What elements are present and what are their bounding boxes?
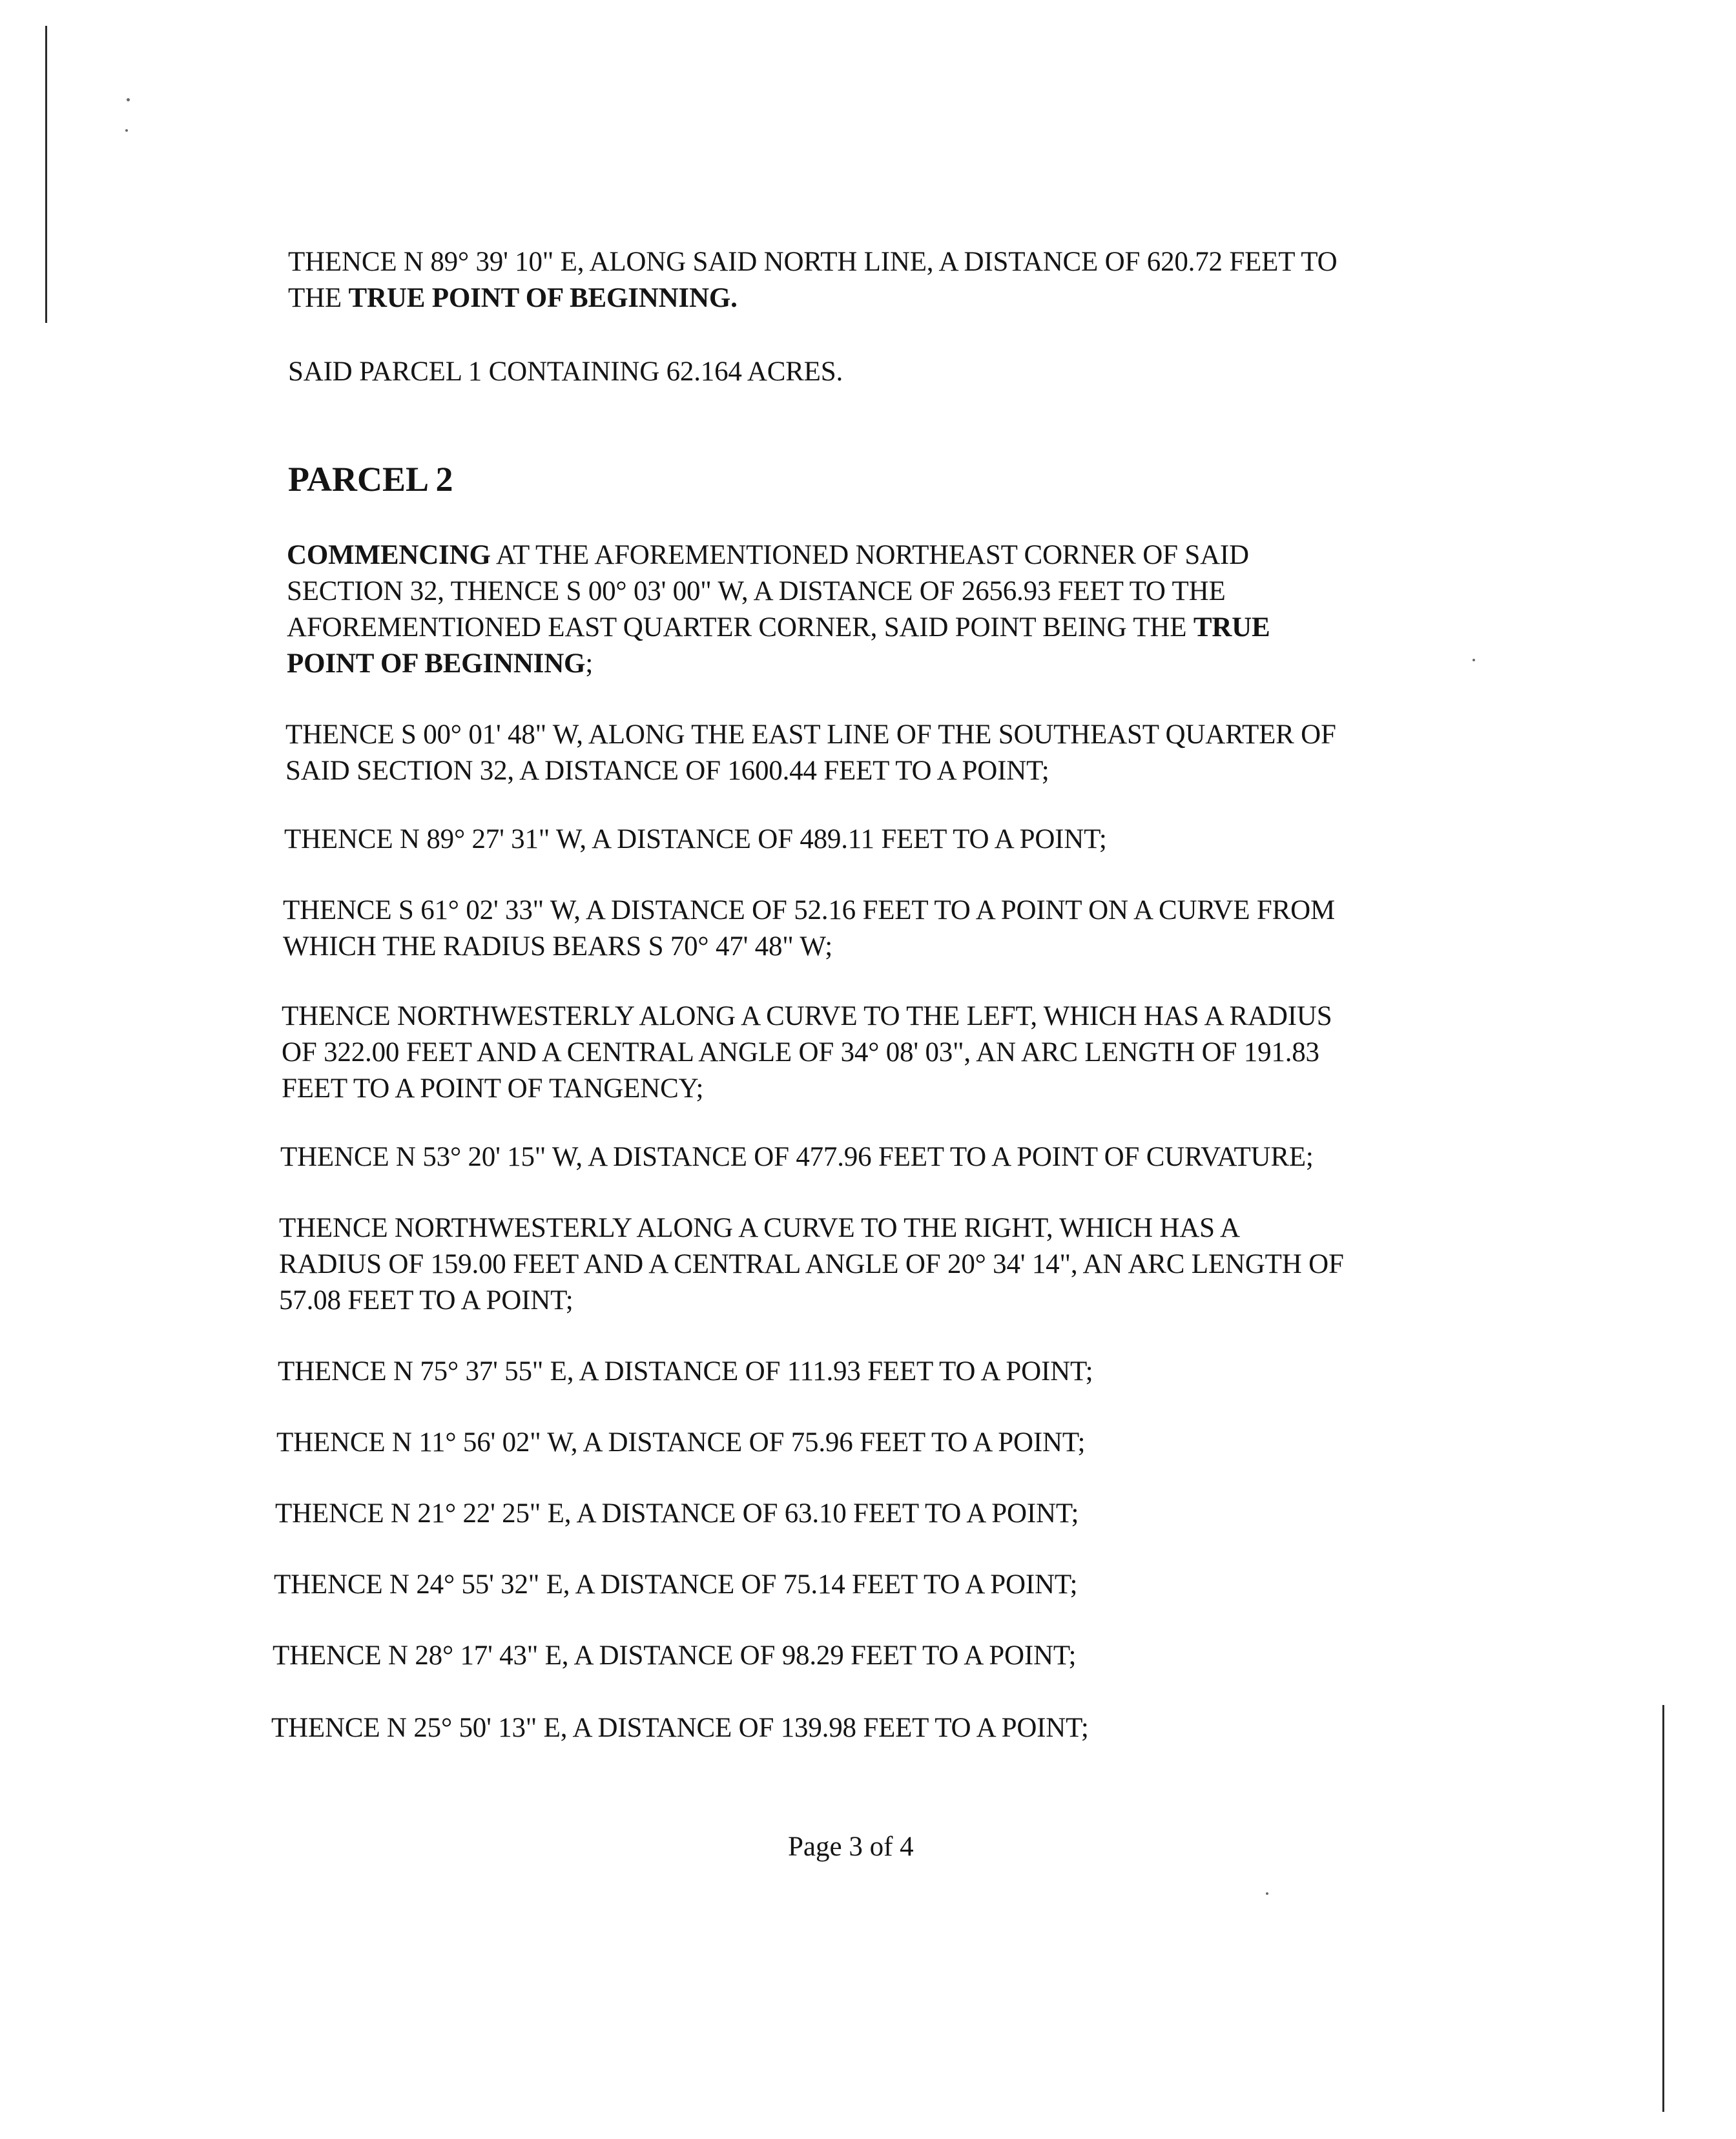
text-line: THENCE N 25° 50' 13" E, A DISTANCE OF 139.98 FEET TO A POINT; xyxy=(271,1713,1089,1743)
scan-speck xyxy=(125,129,128,132)
paragraph-course xyxy=(273,1638,1076,1674)
bold-text-run: POINT OF BEGINNING xyxy=(287,648,586,679)
paragraph-commencing xyxy=(287,537,1270,682)
paragraph-course-curve-point xyxy=(283,893,1335,965)
text-run: AFOREMENTIONED EAST QUARTER CORNER, SAID POINT BEING THE xyxy=(287,612,1194,643)
text-line xyxy=(288,280,1337,316)
paragraph-curve-right xyxy=(279,1210,1344,1319)
text-line: THENCE N 24° 55' 32" E, A DISTANCE OF 75.14 FEET TO A POINT; xyxy=(274,1569,1078,1600)
text-line: OF 322.00 FEET AND A CENTRAL ANGLE OF 34° 08' 03", AN ARC LENGTH OF 191.83 xyxy=(282,1037,1319,1068)
bold-text-run: COMMENCING xyxy=(287,540,491,570)
text-line xyxy=(287,537,1270,574)
text-line: THENCE NORTHWESTERLY ALONG A CURVE TO THE RIGHT, WHICH HAS A xyxy=(279,1213,1240,1243)
text-run: THE xyxy=(288,283,349,313)
bold-text-run: TRUE POINT OF BEGINNING. xyxy=(348,283,738,313)
text-line: THENCE S 00° 01' 48" W, ALONG THE EAST LINE OF THE SOUTHEAST QUARTER OF xyxy=(285,719,1336,750)
text-line: RADIUS OF 159.00 FEET AND A CENTRAL ANGLE OF 20° 34' 14", AN ARC LENGTH OF xyxy=(279,1249,1344,1279)
paragraph-course xyxy=(280,1139,1314,1175)
text-line: THENCE N 89° 39' 10" E, ALONG SAID NORTH LINE, A DISTANCE OF 620.72 FEET TO xyxy=(288,247,1338,277)
text-line: THENCE N 28° 17' 43" E, A DISTANCE OF 98.29 FEET TO A POINT; xyxy=(273,1640,1077,1671)
text-line: THENCE N 89° 27' 31" W, A DISTANCE OF 489.11 FEET TO A POINT; xyxy=(284,824,1107,854)
text-run: AT THE AFOREMENTIONED NORTHEAST CORNER OF SAID xyxy=(490,540,1249,570)
section-heading-parcel-2: PARCEL 2 xyxy=(288,460,453,499)
paragraph-course xyxy=(271,1710,1089,1746)
text-line: SAID PARCEL 1 CONTAINING 62.164 ACRES. xyxy=(288,356,843,387)
scan-speck xyxy=(1266,1892,1268,1895)
paragraph-east-line-course xyxy=(285,717,1336,789)
text-line: WHICH THE RADIUS BEARS S 70° 47' 48" W; xyxy=(283,931,832,962)
text-line: 57.08 FEET TO A POINT; xyxy=(279,1285,574,1316)
paragraph-parcel-1-acreage xyxy=(288,354,843,390)
text-line: THENCE NORTHWESTERLY ALONG A CURVE TO THE LEFT, WHICH HAS A RADIUS xyxy=(282,1001,1332,1031)
paragraph-course xyxy=(274,1567,1077,1603)
paragraph-course xyxy=(278,1354,1093,1390)
text-line xyxy=(287,610,1270,646)
scan-edge-line-left xyxy=(45,26,47,323)
text-line xyxy=(287,646,1270,682)
paragraph-course xyxy=(276,1425,1085,1461)
scan-speck xyxy=(1472,659,1475,661)
text-line: THENCE S 61° 02' 33" W, A DISTANCE OF 52.16 FEET TO A POINT ON A CURVE FROM xyxy=(283,895,1335,925)
text-line: SECTION 32, THENCE S 00° 03' 00" W, A DISTANCE OF 2656.93 FEET TO THE xyxy=(287,576,1226,606)
scan-speck xyxy=(127,98,130,101)
paragraph-course xyxy=(275,1496,1079,1532)
paragraph-curve-left xyxy=(282,998,1332,1107)
bold-text-run: TRUE xyxy=(1193,612,1270,643)
text-line: FEET TO A POINT OF TANGENCY; xyxy=(282,1073,704,1104)
page-number-footer: Page 3 of 4 xyxy=(788,1832,914,1862)
text-line: THENCE N 11° 56' 02" W, A DISTANCE OF 75.96 FEET TO A POINT; xyxy=(276,1427,1086,1458)
text-line: THENCE N 75° 37' 55" E, A DISTANCE OF 111.93 FEET TO A POINT; xyxy=(278,1356,1093,1387)
text-line: THENCE N 53° 20' 15" W, A DISTANCE OF 477.96 FEET TO A POINT OF CURVATURE; xyxy=(280,1142,1314,1172)
text-line: SAID SECTION 32, A DISTANCE OF 1600.44 FEET TO A POINT; xyxy=(285,756,1049,786)
paragraph-course xyxy=(284,822,1107,858)
text-line: THENCE N 21° 22' 25" E, A DISTANCE OF 63.10 FEET TO A POINT; xyxy=(275,1498,1079,1529)
text-run: ; xyxy=(585,648,594,679)
scan-edge-line-right xyxy=(1662,1705,1664,2112)
paragraph-true-point-closing xyxy=(288,244,1337,316)
